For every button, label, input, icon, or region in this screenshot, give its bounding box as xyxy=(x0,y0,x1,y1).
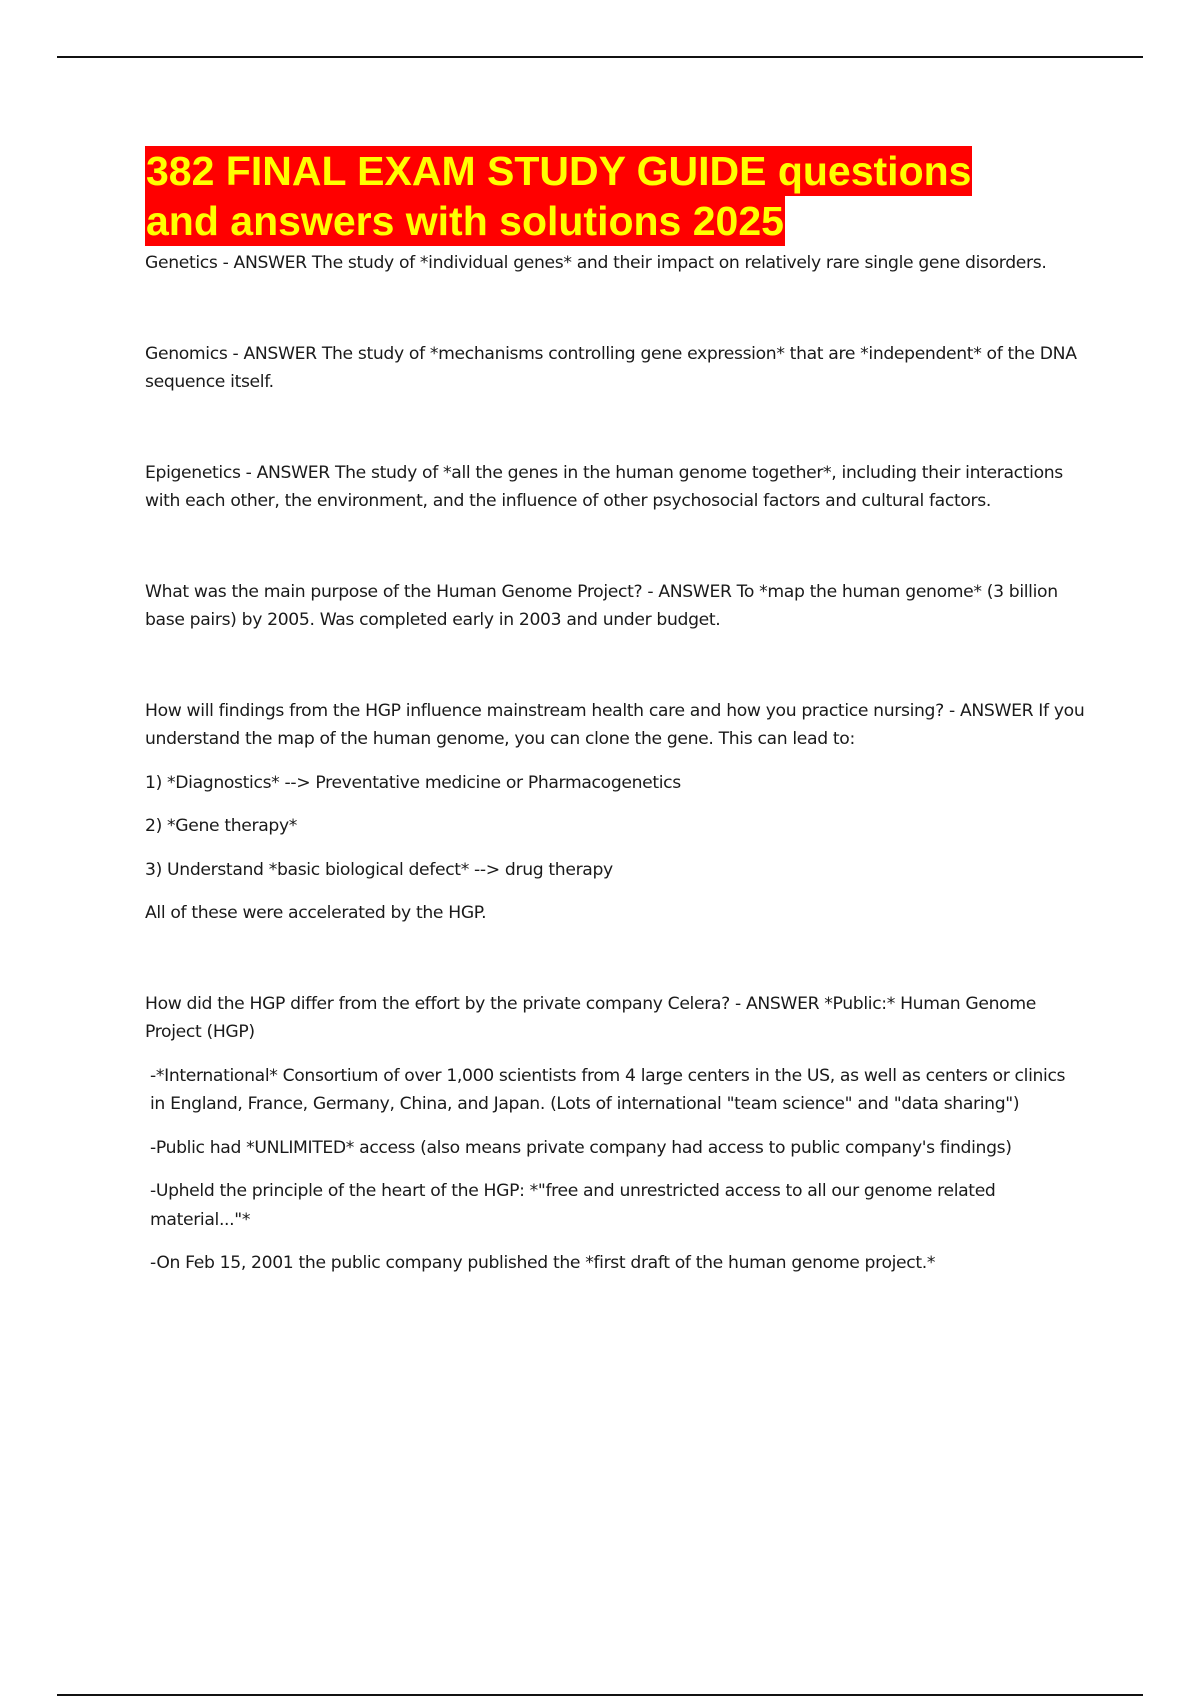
document-body xyxy=(145,146,1085,1278)
qa-genomics: Genomics - ANSWER The study of *mechanisms controlling gene expression* that are *independent* of the DNA sequence itself. xyxy=(145,343,1077,392)
qa-celera-question: How did the HGP differ from the effort by the private company Celera? - ANSWER *Public:* Human Genome Project (HGP) xyxy=(145,993,1036,1042)
list-item-diagnostics: 1) *Diagnostics* --> Preventative medicine or Pharmacogenetics xyxy=(145,772,681,793)
document-title xyxy=(145,146,1085,246)
title-line-2: and answers with solutions 2025 xyxy=(146,198,784,244)
celera-draft-point: -On Feb 15, 2001 the public company published the *first draft of the human genome project.* xyxy=(150,1253,936,1273)
list-item-gene-therapy: 2) *Gene therapy* xyxy=(145,816,298,836)
study-guide-text xyxy=(145,249,1085,1278)
top-rule xyxy=(57,56,1143,58)
bottom-rule xyxy=(57,1694,1143,1696)
accelerated-note: All of these were accelerated by the HGP. xyxy=(145,903,487,923)
celera-principle-point: -Upheld the principle of the heart of the HGP: *"free and unrestricted access to all our genome related material..."* xyxy=(150,1181,996,1230)
celera-international-point: -*International* Consortium of over 1,000 scientists from 4 large centers in the US, as well as centers or clinics in England, France, Germany, China, and Japan. (Lots of international "team science" and "data sharing") xyxy=(150,1065,1066,1114)
title-line-1: 382 FINAL EXAM STUDY GUIDE questions xyxy=(146,148,972,194)
qa-epigenetics: Epigenetics - ANSWER The study of *all the genes in the human genome together*, including their interactions with each other, the environment, and the influence of other psychosocial factors and cultural factors. xyxy=(145,462,1063,511)
list-item-biological-defect: 3) Understand *basic biological defect* --> drug therapy xyxy=(145,859,613,880)
qa-hgp-purpose: What was the main purpose of the Human Genome Project? - ANSWER To *map the human genome* (3 billion base pairs) by 2005. Was completed early in 2003 and under budget. xyxy=(145,581,1058,630)
qa-hgp-influence: How will findings from the HGP influence mainstream health care and how you practice nursing? - ANSWER If you understand the map of the human genome, you can clone the gene. This can lead to: xyxy=(145,700,1085,749)
celera-unlimited-point: -Public had *UNLIMITED* access (also means private company had access to public company's findings) xyxy=(150,1137,1012,1158)
qa-genetics: Genetics - ANSWER The study of *individual genes* and their impact on relatively rare single gene disorders. xyxy=(145,253,1047,273)
